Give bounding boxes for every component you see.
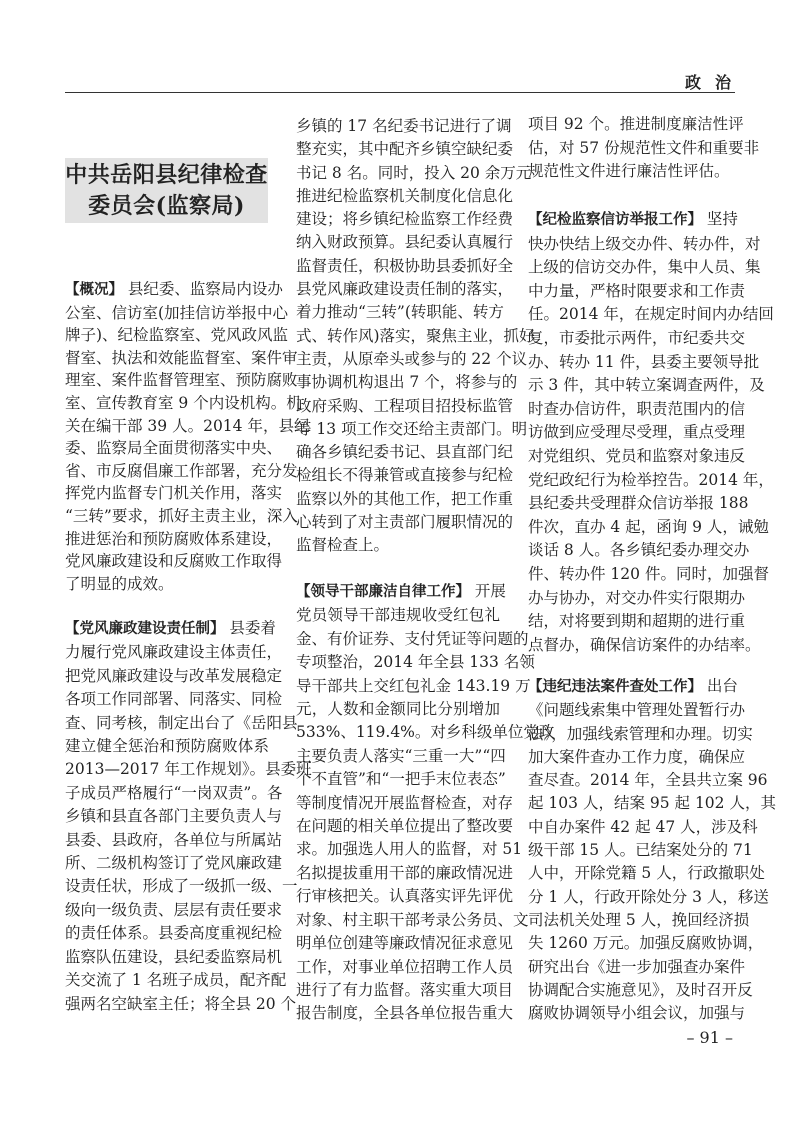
text-line — [528, 233, 761, 257]
text-line — [528, 469, 774, 493]
text-line — [528, 792, 776, 815]
text-line — [528, 839, 753, 862]
text-line — [296, 675, 531, 698]
text-line — [528, 516, 769, 540]
article-title-line-1: 中共岳阳县纪律检查 — [65, 161, 268, 188]
text-line-content: 心转到了对主责部门履职情况的 — [296, 513, 514, 532]
text-line — [65, 347, 298, 370]
text-line-content: 规范性文件进行廉洁性评估。 — [528, 162, 730, 181]
text-line-content: 县委着 — [224, 619, 276, 637]
text-line-content: 级向一级负责、层层有责任要求 — [65, 900, 283, 919]
text-line-content: 党员领导干部违规收受红包礼 — [296, 606, 500, 625]
text-line — [528, 862, 765, 885]
text-line-content: 533%、119.4%。对乡科级单位党政 — [296, 723, 555, 742]
text-line-content: 分 1 人，行政开除处分 3 人，移送 — [528, 887, 769, 906]
text-line — [296, 488, 514, 511]
text-line — [528, 398, 746, 422]
text-line — [65, 617, 276, 641]
text-line-content: 项目 92 个。推进制度廉洁性评 — [528, 115, 744, 133]
text-line — [296, 185, 514, 208]
text-line-content: 设责任状，形成了一级抓一级、一 — [65, 877, 298, 896]
text-line — [65, 641, 283, 664]
section-responsibility-system — [65, 617, 312, 1016]
text-line-content: 确各乡镇纪委书记、县直部门纪 — [296, 443, 514, 462]
text-line-content: 元，人数和金额同比分别增加 — [296, 700, 500, 719]
text-line — [296, 464, 514, 487]
text-line-content: 法》，加强线索管理和办理。切实 — [528, 724, 753, 743]
text-line — [65, 528, 283, 551]
text-line-content: 监察队伍建设，县纪委监察局机 — [65, 947, 283, 966]
text-line — [296, 580, 506, 604]
section-heading: 【纪检监察信访举报工作】 — [528, 212, 702, 228]
text-line-content: 了明显的成效。 — [65, 574, 174, 593]
text-line-content: 报告制度，全县各单位报告重大 — [296, 1004, 514, 1023]
text-line-content: 各项工作同部署、同落实、同检 — [65, 690, 283, 709]
text-line-content: 查、同考核，制定出台了《岳阳县 — [65, 713, 298, 732]
text-line — [296, 115, 512, 138]
text-line-content: 推进惩治和预防腐败体系建设， — [65, 529, 283, 548]
text-line — [528, 769, 768, 792]
text-line — [65, 735, 269, 758]
text-line — [65, 665, 283, 688]
text-line-content: 示 3 件，其中转立案调查两件，及 — [528, 376, 765, 395]
text-line-content: 关在编干部 39 人。2014 年，县纪 — [65, 416, 310, 435]
text-line — [65, 712, 298, 735]
text-line-content: 建立健全惩治和预防腐败体系 — [65, 737, 269, 756]
text-line — [296, 371, 518, 394]
text-line-content: 关交流了 1 名班子成员，配齐配 — [65, 971, 287, 990]
text-line-content: 委、监察局全面贯彻落实中央、 — [65, 439, 283, 458]
text-line — [65, 302, 289, 325]
section-heading: 【党风廉政建设责任制】 — [65, 621, 225, 637]
text-line — [528, 746, 746, 769]
text-line — [65, 324, 289, 347]
text-line-content: 件次，直办 4 起，函询 9 人，诫勉 — [528, 517, 769, 536]
text-line-content: 乡镇和县直各部门主要负责人与 — [65, 807, 283, 826]
text-line — [528, 137, 760, 161]
text-line-content: 金、有价证券、支付凭证等问题的 — [296, 629, 529, 648]
text-line-content: 省、市反腐倡廉工作部署，充分发 — [65, 461, 298, 480]
text-line-content: 访做到应受理尽受理，重点受理 — [528, 423, 746, 442]
text-line — [296, 395, 514, 418]
text-line-content: 县纪委、监察局内设办 — [123, 280, 283, 298]
text-line-content: 谈话 8 人。各乡镇纪委办理交办 — [528, 541, 750, 560]
text-line — [528, 113, 744, 137]
text-line — [296, 208, 514, 231]
text-line-content: 监察以外的其他工作，把工作重 — [296, 489, 514, 508]
text-line — [65, 278, 283, 302]
text-line — [528, 816, 758, 839]
text-line-content: 政府采购、工程项目招投标监管 — [296, 396, 514, 415]
text-line — [65, 758, 312, 781]
text-line — [528, 256, 761, 280]
text-line-content: 检组长不得兼管或直接参与纪检 — [296, 466, 514, 485]
text-line-content: 推进纪检监察机关制度化信息化 — [296, 186, 514, 205]
text-line — [296, 348, 528, 371]
text-line-content: 司法机关处理 5 人，挽回经济损 — [528, 910, 750, 929]
text-line — [296, 511, 514, 534]
text-line-content: 结，对将要到期和超期的进行重 — [528, 612, 746, 631]
text-line — [296, 301, 504, 324]
text-line — [65, 460, 298, 483]
text-line — [296, 956, 514, 979]
text-line-content: 估，对 57 份规范性文件和重要非 — [528, 138, 760, 157]
section-case-investigation — [528, 675, 776, 1025]
text-line-content: 公室、信访室(加挂信访举报中心 — [65, 303, 289, 322]
text-line — [296, 909, 529, 932]
text-line-content: 导干部共上交红包礼金 143.19 万 — [296, 676, 531, 695]
text-line — [296, 885, 514, 908]
text-line — [65, 829, 283, 852]
text-line — [528, 886, 769, 909]
section-petition-reporting — [528, 208, 774, 657]
text-line-content: 人中，开除党籍 5 人，行政撤职处 — [528, 864, 765, 883]
header-rule — [65, 92, 735, 93]
text-line-content: 挥党内监督专门机关作用，落实 — [65, 484, 283, 503]
text-line-content: 起 103 人，结案 95 起 102 人，其 — [528, 794, 776, 813]
text-line — [296, 698, 500, 721]
text-line — [296, 628, 529, 651]
text-line-content: 进行了有力监督。落实重大项目 — [296, 980, 514, 999]
text-line-content: 把党风廉政建设与改革发展稳定 — [65, 666, 283, 685]
text-line — [296, 534, 500, 557]
text-line — [528, 303, 774, 327]
text-line — [528, 351, 760, 375]
text-line — [65, 993, 297, 1016]
text-line-content: 在问题的相关单位提出了整改要 — [296, 817, 514, 836]
text-line-content: 个不直管”和“一把手末位表态” — [296, 770, 506, 789]
section-heading: 【违纪违法案件查处工作】 — [528, 679, 702, 695]
text-line — [528, 979, 753, 1002]
text-line-content: 上级的信访交办件，集中人员、集 — [528, 258, 761, 277]
article-title-box — [65, 158, 268, 223]
text-line — [528, 208, 738, 233]
text-line-content: 督室、执法和效能监督室、案件审 — [65, 348, 298, 367]
text-line — [296, 815, 514, 838]
text-line-content: 乡镇的 17 名纪委书记进行了调 — [296, 117, 512, 135]
text-line — [528, 610, 746, 634]
section-responsibility-system-continued — [296, 115, 535, 558]
text-line — [528, 374, 765, 398]
text-line-content: 行审核把关。认真落实评先评优 — [296, 887, 514, 906]
text-line-content: 对象、村主职干部考录公务员、文 — [296, 910, 529, 929]
text-line — [528, 723, 753, 746]
text-line-content: 工作，对事业单位招聘工作人员 — [296, 957, 514, 976]
text-line — [528, 327, 746, 351]
text-line-content: 子成员严格履行“一岗双责”。各 — [65, 783, 283, 802]
text-line-content: 所、二级机构签订了党风廉政建 — [65, 854, 283, 873]
text-line — [528, 956, 746, 979]
text-line-content: 时查办信访件，职责范围内的信 — [528, 399, 746, 418]
text-line-content: 件、转办件 120 件。同时，加强督 — [528, 564, 769, 583]
text-line — [65, 482, 283, 505]
text-line — [65, 688, 283, 711]
text-line — [65, 392, 302, 415]
text-line — [528, 492, 749, 516]
text-line-content: 监督责任，积极协助县委抓好全 — [296, 256, 514, 275]
text-line — [296, 838, 523, 861]
text-line — [65, 946, 283, 969]
text-line — [296, 792, 514, 815]
text-line — [296, 745, 506, 768]
text-line-content: 失 1260 万元。加强反腐败协调， — [528, 934, 764, 953]
page-number: – 91 – — [686, 1028, 733, 1047]
section-heading: 【概况】 — [65, 282, 123, 298]
text-line — [65, 969, 287, 992]
text-line-content: 明单位创建等廉政情况征求意见 — [296, 934, 514, 953]
text-line — [296, 231, 514, 254]
text-line-content: 开展 — [470, 582, 506, 600]
text-line-content: 县党风廉政建设责任制的落实， — [296, 280, 514, 299]
text-line-content: 查尽查。2014 年，全县共立案 96 — [528, 771, 768, 790]
text-line-content: 建设；将乡镇纪检监察工作经费 — [296, 210, 514, 229]
text-line-content: 事协调机构退出 7 个，将参与的 — [296, 373, 518, 392]
text-line-content: 整充实，其中配齐乡镇空缺纪委 — [296, 140, 514, 159]
text-line — [65, 875, 298, 898]
text-line-content: 出台 — [702, 677, 738, 695]
text-line-content: 复，市委批示两件，市纪委共交 — [528, 328, 746, 347]
text-line — [296, 932, 514, 955]
text-line-content: 点督办，确保信访案件的办结率。 — [528, 635, 761, 654]
text-line-content: 县纪委共受理群众信访举报 188 — [528, 494, 749, 513]
text-line-content: 对党组织、党员和监察对象违反 — [528, 446, 746, 465]
section-overview — [65, 278, 310, 595]
text-line — [528, 539, 750, 563]
text-line — [528, 445, 746, 469]
text-line-content: 纳入财政预算。县纪委认真履行 — [296, 233, 514, 252]
text-line — [296, 325, 535, 348]
text-line-content: 牌子)、纪检监察室、党风政风监 — [65, 326, 289, 345]
text-line — [65, 782, 283, 805]
text-line-content: 等制度情况开展监督检查，对存 — [296, 793, 514, 812]
text-line-content: 专项整治，2014 年全县 133 名领 — [296, 653, 535, 672]
text-line-content: 名拟提拔重用干部的廉政情况进 — [296, 863, 514, 882]
text-line-content: 式、转作风)落实，聚焦主业，抓好 — [296, 326, 535, 345]
text-line — [296, 1002, 514, 1025]
text-line — [296, 138, 514, 161]
text-line — [528, 160, 732, 184]
text-line — [65, 573, 269, 596]
article-title-line-2: 委员会(监察局) — [88, 192, 245, 219]
text-line — [65, 922, 283, 945]
text-line — [528, 421, 746, 445]
text-line — [528, 932, 764, 955]
section-cadre-self-discipline — [296, 580, 555, 1026]
text-line-content: 主责，从原牵头或参与的 22 个议 — [296, 349, 528, 368]
text-line-content: 任。2014 年，在规定时间内办结回 — [528, 305, 774, 324]
text-line — [528, 587, 746, 611]
text-line — [528, 634, 761, 658]
text-line — [65, 805, 283, 828]
text-line-content: 加大案件查办工作力度，确保应 — [528, 747, 746, 766]
text-line — [296, 768, 506, 791]
text-line-content: 中力量，严格时限要求和工作责 — [528, 281, 746, 300]
text-line — [296, 721, 555, 744]
text-line — [65, 852, 283, 875]
text-line-content: 坚持 — [702, 210, 738, 228]
text-line-content: 办与协办，对交办件实行限期办 — [528, 588, 746, 607]
text-line-content: 县委、县政府，各单位与所属站 — [65, 830, 283, 849]
text-line-content: 强两名空缺室主任；将全县 20 个 — [65, 994, 297, 1013]
text-line — [296, 278, 514, 301]
text-line-content: 着力推动“三转”(转职能、转方 — [296, 303, 504, 322]
text-line — [65, 369, 298, 392]
text-line-content: 书记 8 名。同时，投入 20 余万元 — [296, 163, 532, 182]
text-line — [65, 437, 283, 460]
text-line — [65, 505, 298, 528]
text-line-content: 党纪政纪行为检举控告。2014 年， — [528, 470, 774, 489]
text-line — [528, 563, 769, 587]
text-line-content: 研究出台《进一步加强查办案件 — [528, 957, 746, 976]
text-line-content: 求。加强选人用人的监督，对 51 — [296, 840, 523, 859]
text-line — [528, 909, 750, 932]
text-line — [296, 979, 514, 1002]
text-line-content: 中自办案件 42 起 47 人，涉及科 — [528, 817, 758, 836]
text-line-content: “三转”要求，抓好主责主业，深入 — [65, 506, 298, 525]
text-line — [528, 699, 746, 722]
text-line-content: 力履行党风廉政建设主体责任， — [65, 643, 283, 662]
text-line — [296, 604, 500, 627]
text-line — [296, 441, 514, 464]
text-line-content: 理室、案件监督管理室、预防腐败 — [65, 371, 298, 390]
text-line-content: 协调配合实施意见》，及时召开反 — [528, 980, 753, 999]
text-line — [296, 418, 528, 441]
section-cadre-self-discipline-continued — [528, 113, 760, 184]
text-line — [296, 162, 532, 185]
text-line-content: 等 13 项工作交还给主责部门。明 — [296, 419, 528, 438]
text-line-content: 党风廉政建设和反腐败工作取得 — [65, 552, 283, 571]
text-line-content: 办、转办 11 件，县委主要领导批 — [528, 352, 760, 371]
text-line-content: 腐败协调领导小组会议，加强与 — [528, 1004, 746, 1023]
text-line-content: 快办快结上级交办件、转办件，对 — [528, 234, 761, 253]
text-line-content: 《问题线索集中管理处置暂行办 — [528, 701, 746, 720]
text-line — [65, 415, 310, 438]
text-line-content: 的责任体系。县委高度重视纪检 — [65, 924, 283, 943]
text-line — [528, 675, 738, 699]
text-line-content: 主要负责人落实“三重一大”“四 — [296, 746, 506, 765]
text-line — [296, 255, 514, 278]
text-line-content: 监督检查上。 — [296, 536, 390, 555]
text-line — [65, 550, 283, 573]
text-line-content: 室、宣传教育室 9 个内设机构。机 — [65, 393, 302, 412]
text-line — [296, 651, 535, 674]
text-line — [65, 899, 283, 922]
text-line — [296, 862, 514, 885]
section-heading: 【领导干部廉洁自律工作】 — [296, 584, 470, 600]
text-line — [528, 1002, 746, 1025]
text-line — [528, 280, 746, 304]
section-header: 政治 — [684, 73, 745, 92]
text-line-content: 级干部 15 人。已结案处分的 71 — [528, 841, 753, 860]
text-line-content: 2013—2017 年工作规划》。县委班 — [65, 760, 312, 779]
